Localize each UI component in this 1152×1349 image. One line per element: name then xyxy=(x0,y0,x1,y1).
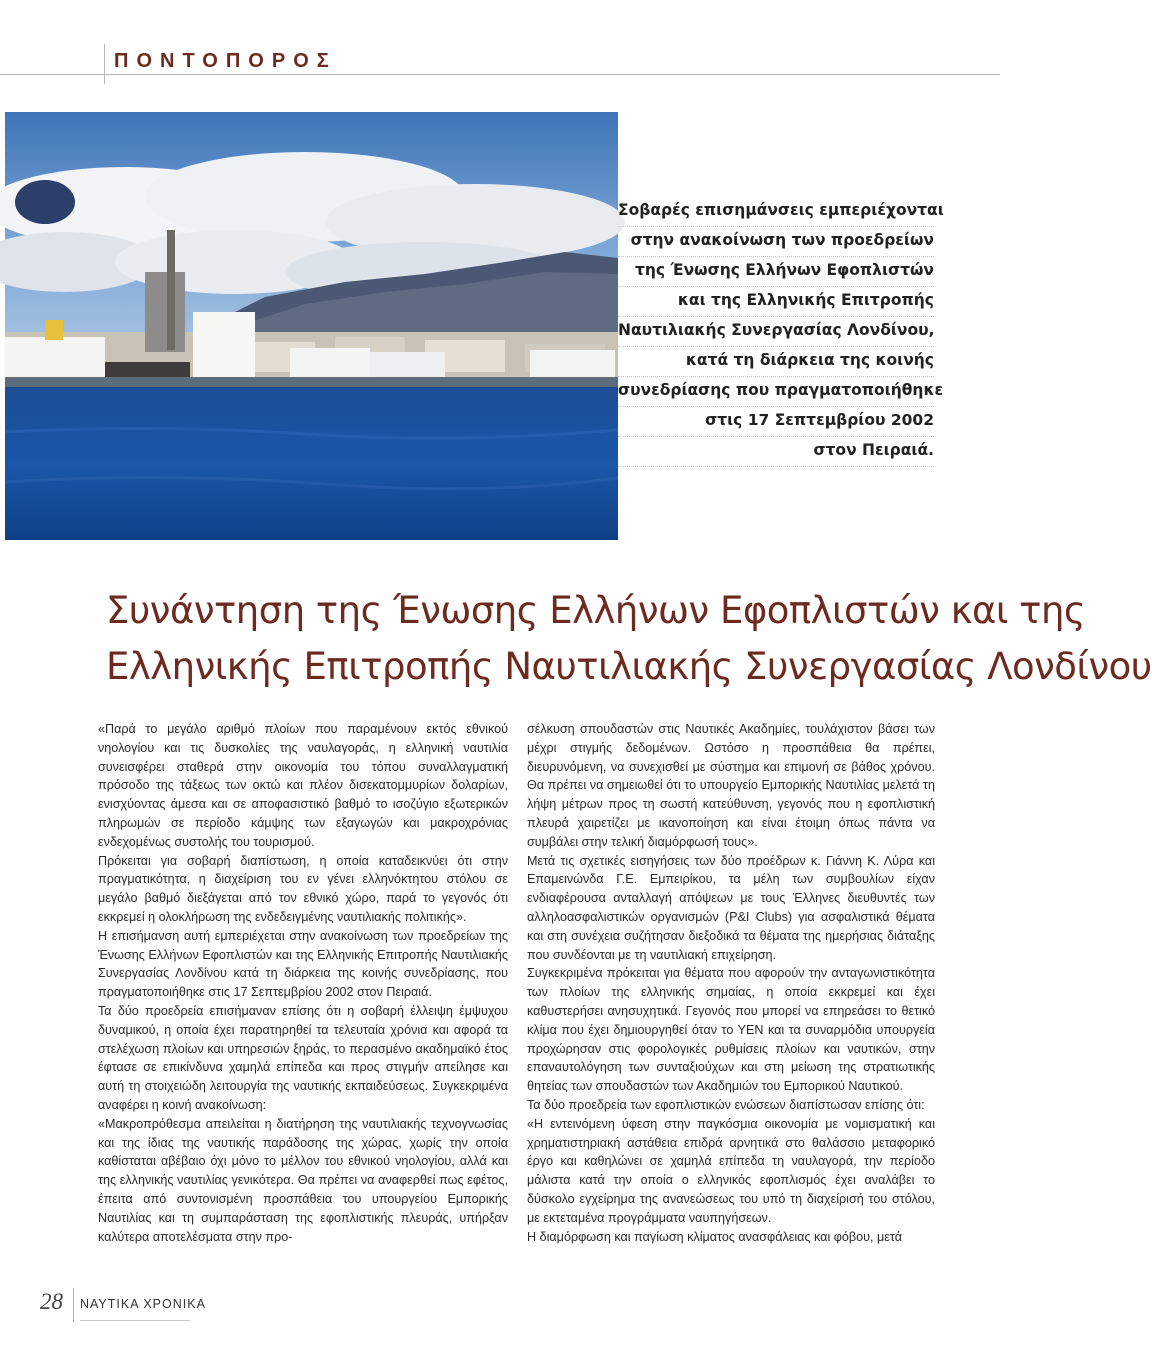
paragraph: Συγκεκριμένα πρόκειται για θέματα που αφορούν την ανταγωνιστικότητα των πλοίων της ελληνικής σημαίας, η οποία εκκρεμεί και έχει καθυστερήσει ανησυχητικά. Γεγονός που μπορεί να επηρεάσει το θετικό κλίμα που έχει δημιουργηθεί όταν το ΥΕΝ και τα συναρμόδια υπουργεία προχώρησαν στις φορολογικές ρυθμίσεις πλοίων και ναυτικών, στην επαναυτολόγηση των συνταξιούχων και στη μείωση της στρατιωτικής θητείας των σπουδαστών των Ακαδημιών του Εμπορικού Ναυτικού. xyxy=(527,966,935,1094)
page-number: 28 xyxy=(40,1289,63,1314)
intro-line: συνεδρίασης που πραγματοποιήθηκε xyxy=(618,377,934,407)
harbor-photo-icon xyxy=(5,112,618,540)
section-title: ΠΟΝΤΟΠΟΡΟΣ xyxy=(114,50,337,72)
header-rule xyxy=(0,74,1000,75)
intro-line: στην ανακοίνωση των προεδρείων xyxy=(618,227,934,257)
paragraph: Η διαμόρφωση και παγίωση κλίματος ανασφάλειας και φόβου, μετά xyxy=(527,1229,903,1244)
intro-line: κατά τη διάρκεια της κοινής xyxy=(618,347,934,377)
intro-line: στις 17 Σεπτεμβρίου 2002 xyxy=(618,407,934,437)
body-column-right xyxy=(527,720,935,1246)
article-headline xyxy=(106,583,1152,695)
intro-summary xyxy=(618,197,944,467)
paragraph: «Η εντεινόμενη ύφεση στην παγκόσμια οικονομία με νομισματική και χρηματιστηριακή αστάθεια επιδρά αρνητικά στο θαλάσσιο μεταφορικό έργο και καθηλώνει σε χαμηλά επίπεδα τη ναυλαγορά, την περίοδο μάλιστα κατά την οποία ο ελληνικός εφοπλισμός έχει αναλάβει το δύσκολο εγχείρημα της ανανεώσεως του υπό τη διαχείρισή του στόλου, με εκτεταμένα προγράμματα ναυπηγήσεων. xyxy=(527,1116,935,1225)
paragraph: Τα δύο προεδρεία επισήμαναν επίσης ότι η σοβαρή έλλειψη έμψυχου δυναμικού, η οποία έχει παρατηρηθεί τα τελευταία χρόνια και αφορά τα στελέχωση πλοίων και υπηρεσιών ξηράς, το περασμένο ακαδημαϊκό έτος έφτασε σε επικίνδυνα χαμηλά επίπεδα και προς στιγμήν απείλησε και αυτή τη στοιχειώδη λειτουργία της ναυτικής εκπαιδεύσεως. Συγκεκριμένα αναφέρει η κοινή ανακοίνωση: xyxy=(98,1003,508,1112)
footer-divider xyxy=(73,1288,74,1322)
intro-line: Ναυτιλιακής Συνεργασίας Λονδίνου, xyxy=(618,317,934,347)
paragraph: «Παρά το μεγάλο αριθμό πλοίων που παραμένουν εκτός εθνικού νηολογίου και τις δυσκολίες της ναυλαγοράς, η ελληνική ναυτιλία συνεισφέρει σταθερά στην οικονομία του τόπου συναλλαγματική πρόσοδο της τάξεως των οκτώ και πλέον δισεκατομμυρίων δολαρίων, ενισχύοντας άμεσα και σε αποφασιστικό βαθμό το ισοζύγιο εξωτερικών πληρωμών σε περίοδο κάμψης των εξαγωγών και μακροχρόνιας ενδεχομένως συστολής του τουρισμού. xyxy=(98,722,508,849)
paragraph: Πρόκειται για σοβαρή διαπίστωση, η οποία καταδεικνύει ότι στην πραγματικότητα, η διαχείριση του εν γένει ελληνόκτητου στόλου σε μεγάλο βαθμό διεξάγεται από τον εθνικό χώρο, παρά το γεγονός ότι εκκρεμεί η ολοκλήρωση της ενδεδειγμένης ναυτιλιακής πολιτικής». xyxy=(98,853,508,924)
magazine-name: ΝΑΥΤΙΚΑ ΧΡΟΝΙΚΑ xyxy=(80,1297,206,1311)
paragraph: Μετά τις σχετικές εισηγήσεις των δύο προέδρων κ. Γιάννη Κ. Λύρα και Επαμεινώνδα Γ.Ε. Εμπειρίκου, τα μέλη των συμβουλίων είχαν ενδιαφέρουσα ανταλλαγή απόψεων με τους Έλληνες διευθυντές των αλληλοασφαλιστικών οργανισμών (P&I Clubs) για ασφαλιστικά θέματα και στη συνέχεια συζήτησαν διεξοδικά τα θέματα της ημερήσιας διάταξης που συνδέονται με τη ναυτιλιακή επιχείρηση. xyxy=(527,853,935,962)
paragraph: σέλκυση σπουδαστών στις Ναυτικές Ακαδημίες, τουλάχιστον βάσει των μέχρι στιγμής δεδομένων. Ωστόσο η προσπάθεια θα πρέπει, διευρυνόμενη, να συνεχισθεί με σύστημα και επιμονή σε βάθος χρόνου. Θα πρέπει να σημειωθεί ότι το υπουργείο Εμπορικής Ναυτιλίας μελετά τη λήψη μέτρων προς τη σωστή κατεύθυνση, γεγονός που η εφοπλιστική πλευρά χαιρετίζει με ικανοποίηση και είναι έτοιμη όπως πάντα να συμβάλει στην τελική διαμόρφωσή τους». xyxy=(527,722,935,849)
paragraph: Τα δύο προεδρεία των εφοπλιστικών ενώσεων διαπίστωσαν επίσης ότι: xyxy=(527,1097,925,1112)
paragraph: Η επισήμανση αυτή εμπεριέχεται στην ανακοίνωση των προεδρείων της Ένωσης Ελλήνων Εφοπλιστών και της Ελληνικής Επιτροπής Ναυτιλιακής Συνεργασίας Λονδίνου κατά τη διάρκεια της κοινής συνεδρίασης, που πραγματοποιήθηκε στις 17 Σεπτεμβρίου 2002 στον Πειραιά. xyxy=(98,928,508,1000)
header-divider xyxy=(104,44,105,84)
intro-line: και της Ελληνικής Επιτροπής xyxy=(618,287,934,317)
headline-line-1: Συνάντηση της Ένωσης Ελλήνων Εφοπλιστών και της xyxy=(106,589,1086,632)
headline-line-2: Ελληνικής Επιτροπής Ναυτιλιακής Συνεργασίας Λονδίνου xyxy=(106,645,1152,688)
footer-rule xyxy=(80,1320,190,1321)
intro-line: Σοβαρές επισημάνσεις εμπεριέχονται xyxy=(618,197,934,227)
intro-line: στον Πειραιά. xyxy=(618,437,934,467)
intro-line: της Ένωσης Ελλήνων Εφοπλιστών xyxy=(618,257,934,287)
body-column-left xyxy=(98,720,508,1246)
paragraph: «Μακροπρόθεσμα απειλείται η διατήρηση της ναυτιλιακής τεχνογνωσίας και της ίδιας της ναυτικής παράδοσης της χώρας, χωρίς την οποία καθίσταται αβέβαιο όχι μόνο το μέλλον του εθνικού νηολογίου, αλλά και της ελληνικής ναυτιλίας γενικότερα. Θα πρέπει να αναφερθεί πως εφέτος, έπειτα από συντονισμένη προσπάθεια του υπουργείου Εμπορικής Ναυτιλίας και τη συμπαράσταση της εφοπλιστικής πλευράς, υπήρξαν καλύτερα αποτελέσματα στην προ- xyxy=(98,1116,508,1244)
